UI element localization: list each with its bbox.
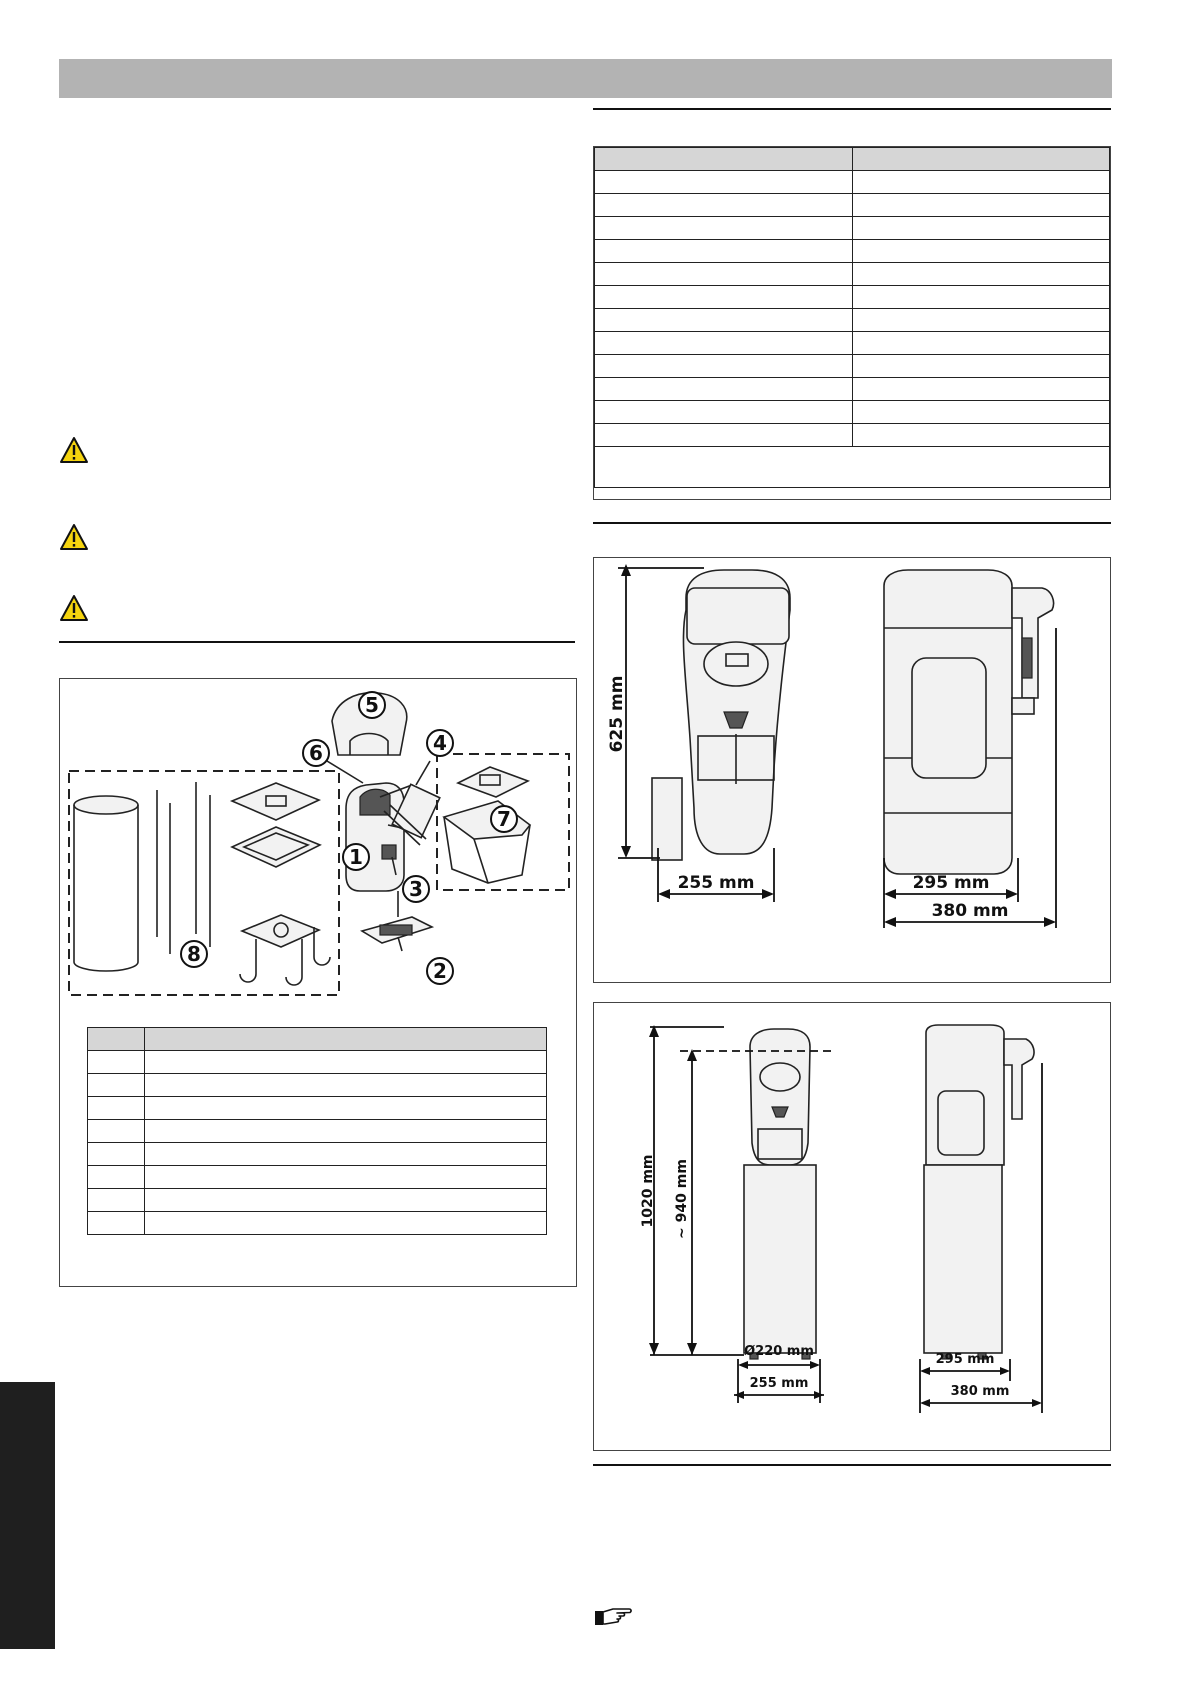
dim-overall-width-380: 380 mm — [950, 1384, 1010, 1399]
svg-text:1: 1 — [349, 845, 363, 869]
table-row — [595, 378, 1110, 401]
table-cell — [144, 1074, 546, 1097]
table-cell — [853, 286, 1110, 309]
table-cell — [595, 309, 853, 332]
table-row — [88, 1166, 547, 1189]
table-cell — [853, 332, 1110, 355]
table-footnote-row — [595, 447, 1110, 488]
table-cell — [853, 171, 1110, 194]
table-cell — [88, 1097, 145, 1120]
table-cell — [595, 217, 853, 240]
table-cell — [144, 1212, 546, 1235]
dim-total-height-1020: 1020 mm — [640, 1154, 656, 1228]
table-row — [88, 1074, 547, 1097]
dim-base-diameter-220: Ø220 mm — [744, 1344, 814, 1359]
table-row — [595, 240, 1110, 263]
column-side — [924, 1165, 1002, 1353]
callout-8 — [181, 941, 207, 967]
table-row — [88, 1143, 547, 1166]
table-cell — [595, 401, 853, 424]
components-table — [87, 1027, 547, 1235]
warning-triangle-icon — [59, 523, 89, 551]
table-cell — [595, 263, 853, 286]
section-divider — [593, 1464, 1111, 1466]
table-row — [88, 1120, 547, 1143]
section-divider — [593, 108, 1111, 110]
svg-text:3: 3 — [409, 877, 423, 901]
table-cell — [595, 378, 853, 401]
table-cell — [853, 401, 1110, 424]
table-cell — [853, 424, 1110, 447]
table-cell — [144, 1120, 546, 1143]
section-divider — [593, 522, 1111, 524]
table-cell — [88, 1051, 145, 1074]
dimensions-drawing-wall — [594, 558, 1110, 982]
table-row — [595, 263, 1110, 286]
table-cell — [595, 355, 853, 378]
technical-data-table — [593, 146, 1111, 500]
table-cell — [595, 332, 853, 355]
callout-7 — [491, 806, 517, 832]
table-header-row — [88, 1028, 547, 1051]
table-footnote-cell — [595, 447, 1110, 488]
svg-text:8: 8 — [187, 942, 201, 966]
section-divider — [59, 641, 575, 643]
table-cell — [595, 194, 853, 217]
callout-4 — [427, 730, 453, 756]
dim-column-height-940: ~ 940 mm — [674, 1159, 690, 1239]
table-cell — [88, 1189, 145, 1212]
table-row — [595, 286, 1110, 309]
table-cell — [144, 1097, 546, 1120]
section-header-bar — [59, 59, 1112, 98]
dimensions-drawing-column — [594, 1003, 1110, 1450]
table-row — [88, 1212, 547, 1235]
dim-overall-width-380: 380 mm — [931, 901, 1009, 921]
dimensions-figure-column — [593, 1002, 1111, 1451]
table-row — [595, 332, 1110, 355]
table-cell — [595, 240, 853, 263]
svg-text:5: 5 — [365, 693, 379, 717]
table-cell — [88, 1212, 145, 1235]
table-cell — [853, 263, 1110, 286]
table-row — [88, 1051, 547, 1074]
column-front — [744, 1165, 816, 1353]
table-row — [595, 171, 1110, 194]
table-cell — [144, 1166, 546, 1189]
svg-text:2: 2 — [433, 959, 447, 983]
table-header-cell — [595, 148, 853, 171]
pointing-hand-icon — [593, 1605, 633, 1629]
dim-front-width-255: 255 mm — [749, 1376, 809, 1391]
language-side-tab — [0, 1382, 55, 1649]
table-cell — [144, 1143, 546, 1166]
exploded-view-drawing — [60, 679, 576, 999]
warning-triangle-icon — [59, 594, 89, 622]
dim-side-width-295: 295 mm — [935, 1352, 995, 1367]
callout-6 — [303, 740, 329, 766]
barrier-front-head — [750, 1029, 810, 1165]
dimensions-figure-wall — [593, 557, 1111, 983]
callout-3 — [403, 876, 429, 902]
table-header-cell — [853, 148, 1110, 171]
table-row — [595, 309, 1110, 332]
table-cell — [144, 1051, 546, 1074]
table-cell — [88, 1143, 145, 1166]
table-cell — [853, 309, 1110, 332]
svg-text:7: 7 — [497, 807, 511, 831]
table-row — [88, 1189, 547, 1212]
table-cell — [853, 217, 1110, 240]
dim-front-width-255: 255 mm — [677, 873, 755, 893]
svg-text:6: 6 — [309, 741, 323, 765]
table-cell — [853, 194, 1110, 217]
callout-1 — [343, 844, 369, 870]
dim-side-width-295: 295 mm — [912, 873, 990, 893]
table-row — [595, 401, 1110, 424]
table-cell — [88, 1074, 145, 1097]
table-cell — [595, 171, 853, 194]
svg-text:4: 4 — [433, 731, 447, 755]
components-figure — [59, 678, 577, 1287]
table-row — [88, 1097, 547, 1120]
spec-table-grid — [594, 147, 1110, 488]
table-cell — [853, 355, 1110, 378]
table-cell — [88, 1120, 145, 1143]
table-row — [595, 217, 1110, 240]
table-row — [595, 355, 1110, 378]
table-cell — [853, 240, 1110, 263]
table-cell — [595, 424, 853, 447]
warning-triangle-icon — [59, 436, 89, 464]
table-header-row — [595, 148, 1110, 171]
table-row — [595, 194, 1110, 217]
table-header-cell — [88, 1028, 145, 1051]
table-row — [595, 424, 1110, 447]
callout-2 — [427, 958, 453, 984]
table-cell — [144, 1189, 546, 1212]
table-cell — [853, 378, 1110, 401]
table-header-cell — [144, 1028, 546, 1051]
table-cell — [88, 1166, 145, 1189]
dim-height-625: 625 mm — [607, 675, 627, 753]
callout-5 — [359, 692, 385, 718]
table-cell — [595, 286, 853, 309]
